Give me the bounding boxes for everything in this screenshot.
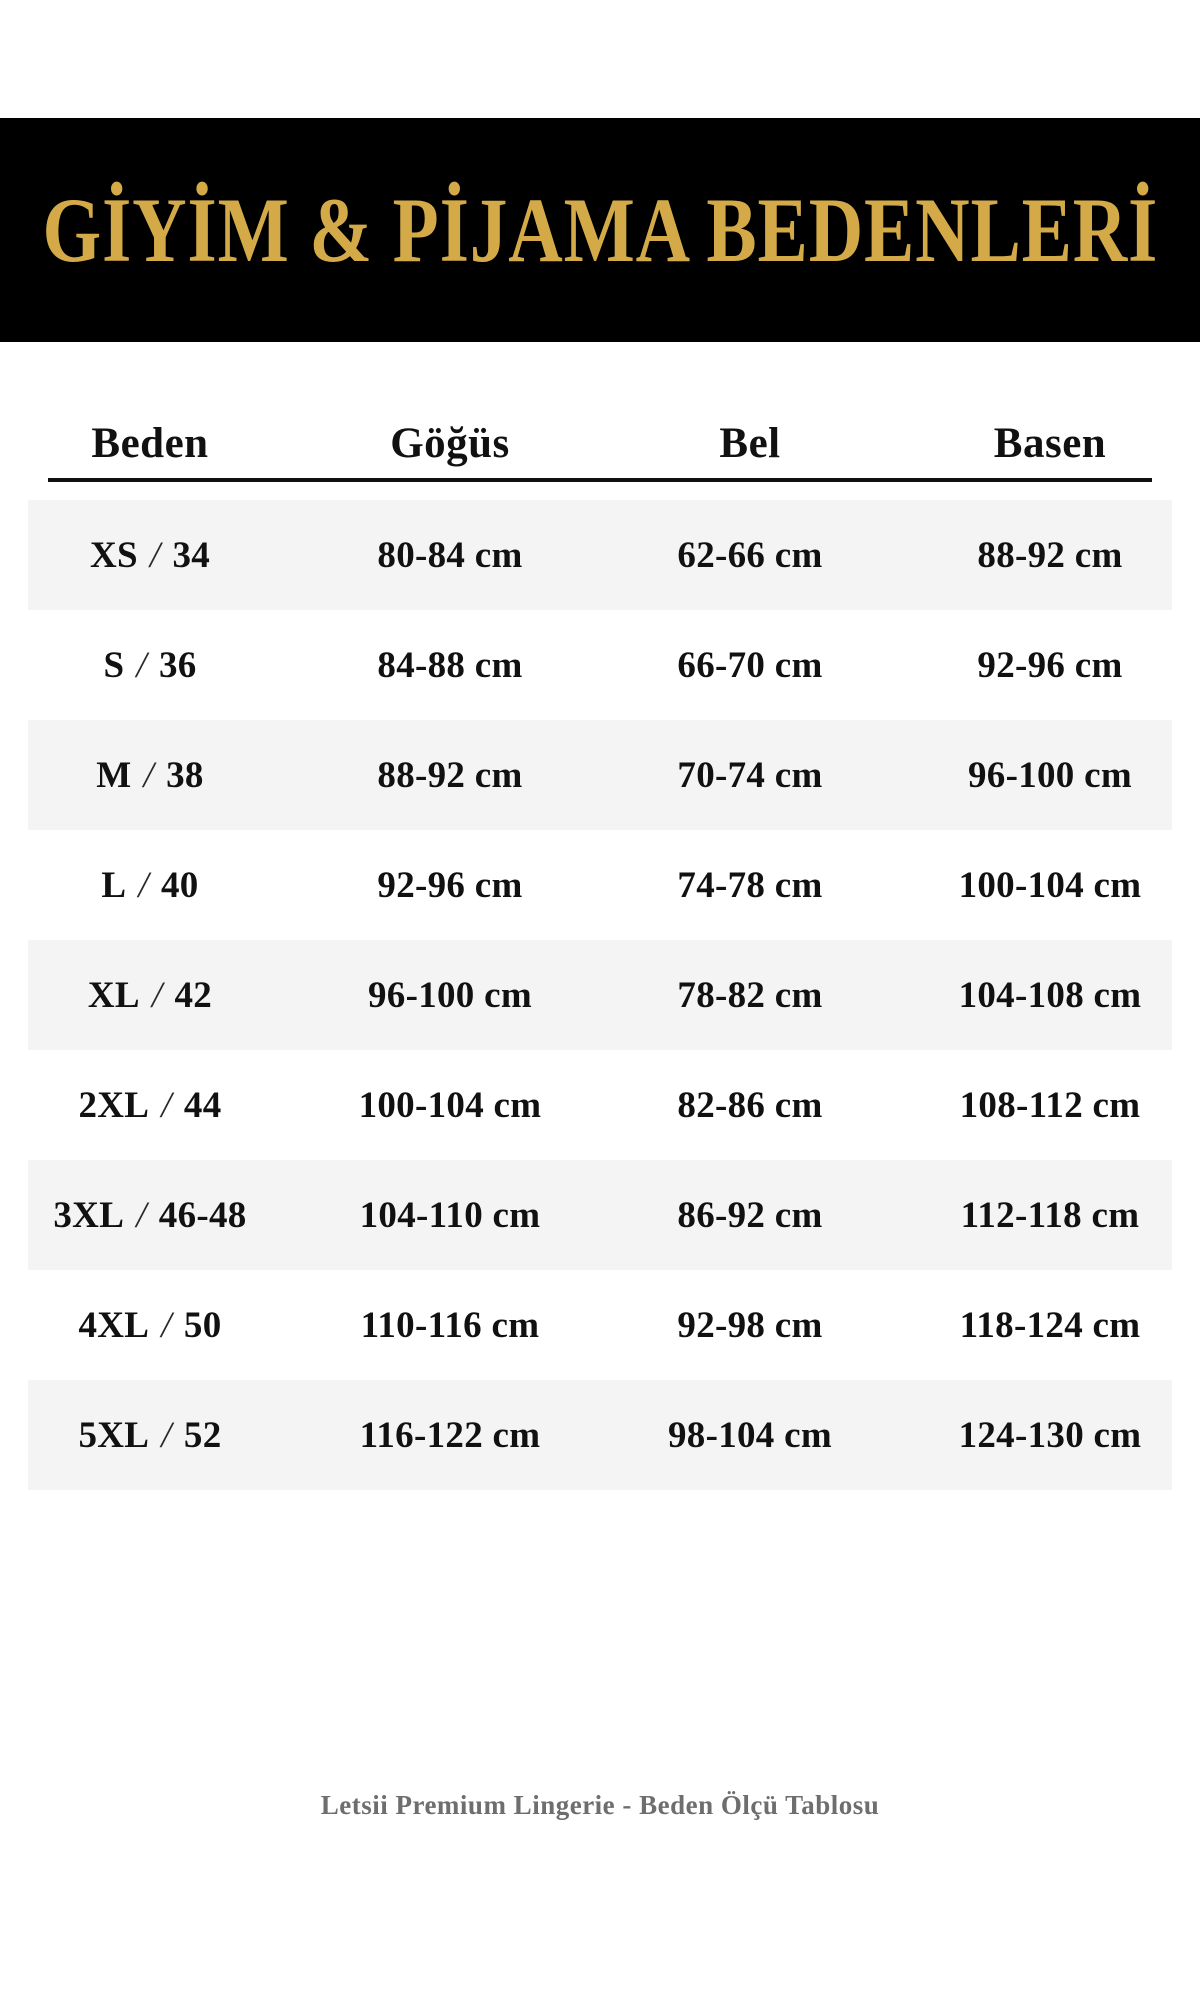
- waist-value: 98-104 cm: [667, 1414, 832, 1456]
- size-eu: 40: [160, 864, 199, 906]
- page-title: GİYİM & PİJAMA BEDENLERİ: [42, 179, 1158, 281]
- table-header-row: [0, 342, 1200, 478]
- size-code: 5XL: [78, 1414, 150, 1456]
- size-eu: 34: [172, 534, 211, 576]
- size-label: [0, 1304, 300, 1347]
- chest-value: 100-104 cm: [358, 1084, 542, 1126]
- header-gap: [0, 482, 1200, 500]
- size-separator: /: [161, 1414, 172, 1456]
- table-row: [0, 940, 1200, 1050]
- waist-value: 66-70 cm: [677, 644, 823, 686]
- hip-value: 124-130 cm: [958, 1414, 1142, 1456]
- size-label: [0, 974, 300, 1017]
- size-label: [0, 1194, 300, 1237]
- chest-value: 96-100 cm: [367, 974, 532, 1016]
- chest-value: 116-122 cm: [359, 1414, 541, 1456]
- waist-value: 82-86 cm: [677, 1084, 823, 1126]
- table-row: [0, 500, 1200, 610]
- hip-value: 108-112 cm: [959, 1084, 1141, 1126]
- size-separator: /: [161, 1304, 172, 1346]
- hip-value: 100-104 cm: [958, 864, 1142, 906]
- size-label: [0, 754, 300, 797]
- size-label: [0, 864, 300, 907]
- chest-value: 110-116 cm: [360, 1304, 540, 1346]
- size-separator: /: [149, 534, 161, 576]
- hip-value: 104-108 cm: [958, 974, 1142, 1016]
- size-eu: 52: [183, 1414, 222, 1456]
- footer-brand-caption: Letsii Premium Lingerie - Beden Ölçü Tablosu: [320, 1790, 880, 1820]
- column-header-chest: Göğüs: [390, 420, 510, 467]
- size-code: S: [103, 644, 125, 686]
- chest-value: 92-96 cm: [377, 864, 523, 906]
- size-code: 3XL: [53, 1194, 125, 1236]
- size-separator: /: [143, 754, 155, 796]
- size-code: XL: [87, 974, 140, 1016]
- waist-value: 86-92 cm: [677, 1194, 823, 1236]
- table-row: [0, 1160, 1200, 1270]
- size-eu: 42: [174, 974, 213, 1016]
- size-eu: 46-48: [158, 1194, 247, 1236]
- size-label: [0, 534, 300, 577]
- size-separator: /: [136, 1194, 147, 1236]
- size-label: [0, 1414, 300, 1457]
- size-label: [0, 1084, 300, 1127]
- waist-value: 70-74 cm: [677, 754, 823, 796]
- waist-value: 62-66 cm: [677, 534, 823, 576]
- waist-value: 78-82 cm: [677, 974, 823, 1016]
- column-header-hip: Basen: [993, 420, 1107, 467]
- size-code: 4XL: [78, 1304, 150, 1346]
- hip-value: 88-92 cm: [977, 534, 1123, 576]
- size-label: [0, 644, 300, 687]
- size-code: XS: [89, 534, 138, 576]
- hip-value: 96-100 cm: [967, 754, 1132, 796]
- table-row: [0, 1050, 1200, 1160]
- title-banner: [0, 118, 1200, 342]
- size-code: M: [96, 754, 132, 796]
- hip-value: 112-118 cm: [960, 1194, 1140, 1236]
- size-eu: 50: [183, 1304, 222, 1346]
- waist-value: 74-78 cm: [677, 864, 823, 906]
- size-separator: /: [136, 644, 147, 686]
- size-eu: 36: [158, 644, 197, 686]
- size-eu: 38: [166, 754, 204, 796]
- chest-value: 104-110 cm: [359, 1194, 541, 1236]
- hip-value: 118-124 cm: [959, 1304, 1141, 1346]
- table-row: [0, 1380, 1200, 1490]
- size-separator: /: [138, 864, 149, 906]
- top-whitespace: [0, 0, 1200, 118]
- column-header-size: Beden: [91, 420, 209, 467]
- waist-value: 92-98 cm: [677, 1304, 823, 1346]
- column-header-waist: Bel: [719, 420, 781, 467]
- chest-value: 80-84 cm: [377, 534, 523, 576]
- size-code: 2XL: [78, 1084, 150, 1126]
- table-row: [0, 720, 1200, 830]
- chest-value: 88-92 cm: [377, 754, 523, 796]
- size-eu: 44: [183, 1084, 222, 1126]
- table-row: [0, 610, 1200, 720]
- table-row: [0, 1270, 1200, 1380]
- size-separator: /: [151, 974, 163, 1016]
- hip-value: 92-96 cm: [977, 644, 1123, 686]
- size-table: [0, 342, 1200, 1490]
- size-separator: /: [161, 1084, 172, 1126]
- size-code: L: [101, 864, 127, 906]
- chest-value: 84-88 cm: [377, 644, 523, 686]
- table-row: [0, 830, 1200, 940]
